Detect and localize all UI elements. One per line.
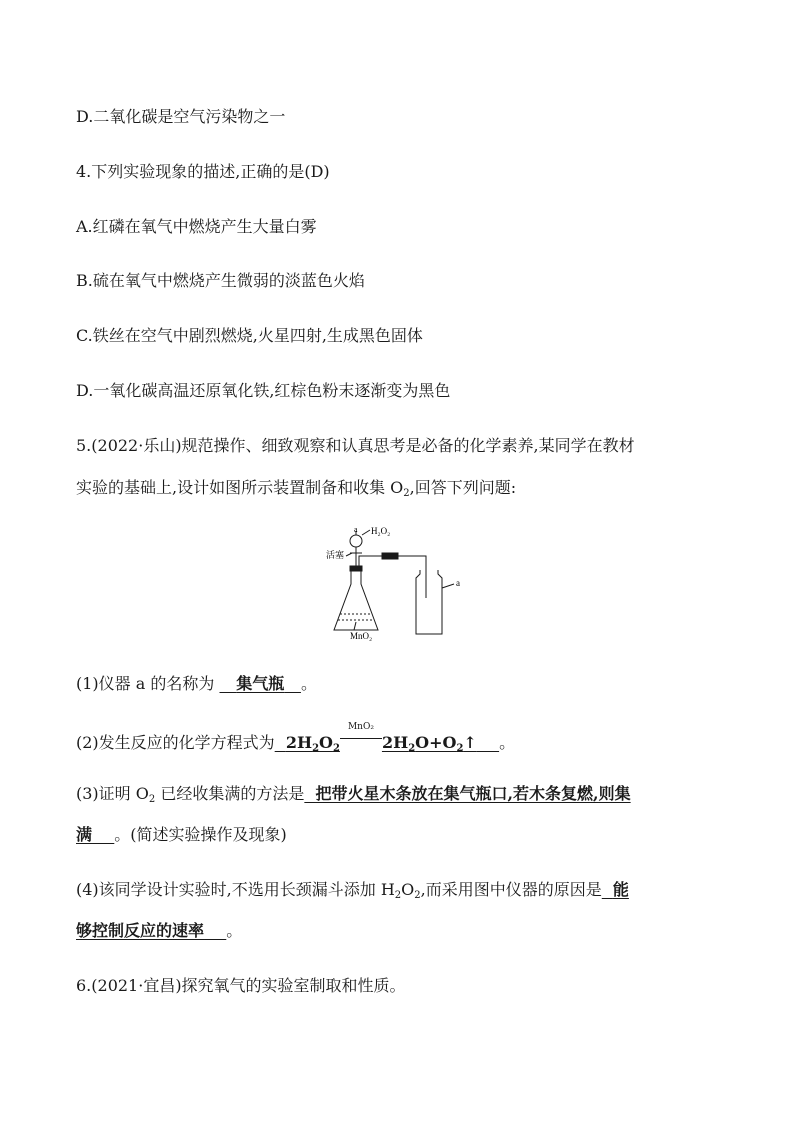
label-a-top: a bbox=[354, 526, 358, 534]
q5-part2: (2)发生反应的化学方程式为 $2H_2O_2$ MnO₂ $2H_2O+O_2↑$ 。 bbox=[76, 722, 516, 754]
q4-stem: 4.下列实验现象的描述,正确的是(D) bbox=[76, 162, 330, 181]
q6-stem: 6.(2021·宜昌)探究氧气的实验室制取和性质。 bbox=[76, 976, 406, 995]
q5-stem-line1: 5.(2022·乐山)规范操作、细致观察和认真思考是必备的化学素养,某同学在教材 bbox=[76, 436, 635, 455]
q5-part1: (1)仪器 a 的名称为 集气瓶 。 bbox=[76, 674, 317, 693]
answer-full-check-2: 满 bbox=[76, 825, 93, 844]
label-mno2: MnO₂ bbox=[350, 631, 373, 641]
q5-part3-line2: 满 。(简述实验操作及现象) bbox=[76, 825, 287, 844]
q5-part4-line2: 够控制反应的速率 。 bbox=[76, 921, 243, 940]
q4-option-d: D.一氧化碳高温还原氧化铁,红棕色粉末逐渐变为黑色 bbox=[76, 381, 451, 400]
rubber-connector bbox=[382, 553, 398, 559]
conical-flask bbox=[334, 571, 378, 630]
gas-bottle bbox=[416, 570, 442, 634]
label-a-bottle: a bbox=[456, 578, 460, 588]
q4-option-c: C.铁丝在空气中剧烈燃烧,火星四射,生成黑色固体 bbox=[76, 326, 423, 345]
q5-part3-line1: (3)证明 $O_2$ 已经收集满的方法是 把带火星木条放在集气瓶口,若木条复燃,则集 bbox=[76, 784, 631, 805]
q5-stem-line2: 实验的基础上,设计如图所示装置制备和收集 $O_2$,回答下列问题: bbox=[76, 478, 517, 499]
reaction-condition: MnO₂ bbox=[340, 728, 382, 748]
answer-equation: $2H_2O_2$ bbox=[285, 733, 340, 754]
answer-reason-1: 能 bbox=[612, 880, 629, 899]
apparatus-diagram bbox=[326, 526, 476, 642]
answer-instrument-name: 集气瓶 bbox=[236, 674, 285, 693]
q4-option-b: B.硫在氧气中燃烧产生微弱的淡蓝色火焰 bbox=[76, 271, 365, 290]
funnel-bulb bbox=[350, 535, 362, 547]
answer-full-check-1: 把带火星木条放在集气瓶口,若木条复燃,则集 bbox=[315, 784, 631, 803]
q5-part4-line1: (4)该同学设计实验时,不选用长颈漏斗添加 $H_2O_2$,而采用图中仪器的原因是 能 bbox=[76, 880, 629, 901]
label-valve: 活塞 bbox=[326, 550, 345, 560]
answer-reason-2: 够控制反应的速率 bbox=[76, 921, 205, 940]
label-h2o2: H₂O₂ bbox=[371, 526, 391, 536]
q3-option-d: D.二氧化碳是空气污染物之一 bbox=[76, 107, 286, 126]
q4-option-a: A.红磷在氧气中燃烧产生大量白雾 bbox=[76, 217, 317, 236]
